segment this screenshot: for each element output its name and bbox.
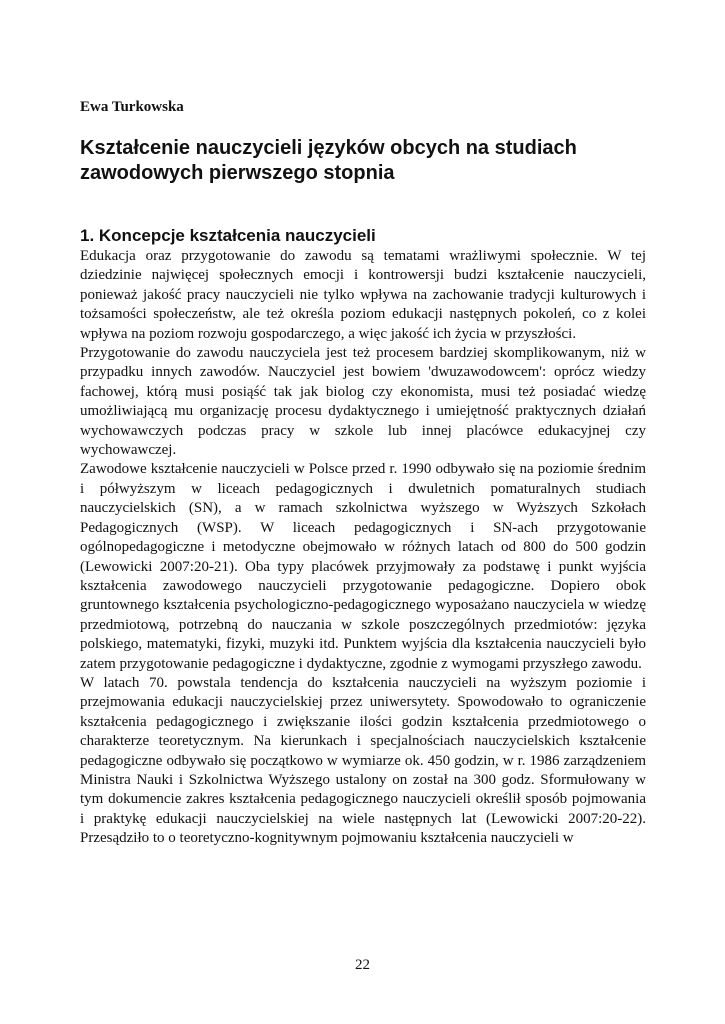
paragraph-3: Zawodowe kształcenie nauczycieli w Polsce przed r. 1990 odbywało się na poziomie średnim i półwyższym w liceach pedagogicznych i dwuletnich pomaturalnych studiach nauczycielskich (SN), a w ramach szkolnictwa wyższego w Wyższych Szkołach Pedagogicznych (WSP). W liceach pedagogicznych i SN-ach przygotowanie ogólnopedagogiczne i metodyczne obejmowało w różnych latach od 800 do 500 godzin (Lewowicki 2007:20-21). Oba typy placówek przyjmowały za podstawę i punkt wyjścia kształcenia zawodowego nauczycieli przygotowanie pedagogiczne. Dopiero obok gruntownego kształcenia psychologiczno-pedagogicznego wyposażano nauczyciela w wiedzę przedmiotową, potrzebną do nauczania w szkole poszczególnych przedmiotów: języka polskiego, matematyki, fizyki, muzyki itd. Punktem wyjścia dla kształcenia nauczycieli było zatem przygotowanie pedagogiczne i dydaktyczne, zgodnie z wymogami przyszłego zawodu.: [80, 461, 646, 672]
article-title: [80, 136, 650, 186]
paragraph-1: Edukacja oraz przygotowanie do zawodu są tematami wrażliwymi społecznie. W tej dziedzinie najwięcej społecznych emocji i kontrowersji budzi kształcenie nauczycieli, ponieważ jakość pracy nauczycieli nie tylko wpływa na zachowanie tradycji kulturowych i tożsamości społeczeństw, ale też określa poziom edukacji następnych pokoleń, co z kolei wpływa na poziom rozwoju gospodarczego, a więc jakość ich życia w przyszłości.: [80, 248, 646, 342]
article-title-line-2: zawodowych pierwszego stopnia: [80, 162, 395, 184]
article-title-line-1: Kształcenie nauczycieli języków obcych na studiach: [80, 137, 577, 159]
body-text: [80, 247, 646, 849]
page-number: 22: [355, 957, 370, 973]
section-heading: 1. Koncepcje kształcenia nauczycieli: [80, 226, 376, 245]
paragraph-4: W latach 70. powstala tendencja do kształcenia nauczycieli na wyższym poziomie i przejmowania edukacji nauczycielskiej przez uniwersytety. Spowodowało to ograniczenie kształcenia pedagogicznego i zwiększanie ilości godzin kształcenia przedmiotowego o charakterze teoretycznym. Na kierunkach i specjalnościach nauczycielskich kształcenie pedagogiczne odbywało się początkowo w wymiarze ok. 450 godzin, w r. 1986 zarządzeniem Ministra Nauki i Szkolnictwa Wyższego ustalony on został na 300 godz. Sformułowany w tym dokumencie zakres kształcenia pedagogicznego nauczycieli określił sposób pojmowania i praktykę edukacji nauczycielskiej na wiele następnych lat (Lewowicki 2007:20-22). Przesądziło to o teoretyczno-kognitywnym pojmowaniu kształcenia nauczycieli w: [80, 674, 646, 847]
paragraph-2: Przygotowanie do zawodu nauczyciela jest też procesem bardziej skomplikowanym, niż w przypadku innych zawodów. Nauczyciel jest bowiem 'dwuzawodowcem': oprócz wiedzy fachowej, którą musi posiąść tak jak biolog czy ekonomista, musi też posiadać wiedzę umożliwiającą mu organizację procesu dydaktycznego i umiejętność praktycznych działań wychowawczych podczas pracy w szkole lub innej placówce edukacyjnej czy wychowawczej.: [80, 345, 646, 459]
author-name: Ewa Turkowska: [80, 99, 184, 115]
